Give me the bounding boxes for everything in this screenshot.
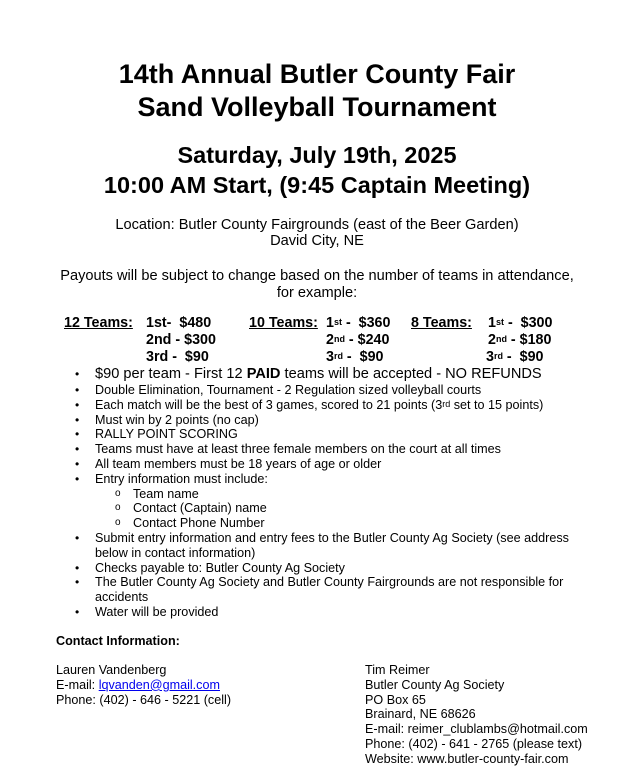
title-line-1: 14th Annual Butler County Fair xyxy=(118,59,516,89)
payout-row xyxy=(326,332,389,349)
list-item xyxy=(75,383,615,398)
amount: - $180 xyxy=(506,332,552,348)
city-line: David City, NE xyxy=(270,233,364,249)
text: The Butler County Ag Society and Butler County Fairgrounds are not responsible for accidents xyxy=(95,575,564,605)
text: Contact (Captain) name xyxy=(133,501,267,516)
text: All team members must be 18 years of age or older xyxy=(95,456,382,471)
payout-row xyxy=(326,315,390,332)
payouts-intro-line-1: Payouts will be subject to change based on the number of teams in attendance, xyxy=(60,268,574,284)
rank-suffix: nd xyxy=(333,334,345,344)
rank: 2 xyxy=(488,332,496,348)
list-item xyxy=(75,561,615,576)
rank: 2 xyxy=(326,332,334,348)
rank: 2nd xyxy=(146,332,172,348)
contact-email: E-mail: reimer_clublambs@hotmail.com xyxy=(365,722,588,737)
list-item xyxy=(75,413,615,428)
payout-label-10-teams: 10 Teams: xyxy=(249,315,318,331)
list-item xyxy=(75,605,615,620)
rank: 3 xyxy=(326,349,334,365)
contact-website: Website: www.butler-county-fair.com xyxy=(365,751,569,766)
amount: - $480 xyxy=(166,315,212,331)
text: Submit entry information and entry fees to the Butler County Ag Society (see address below in contact information) xyxy=(95,530,569,560)
contact-phone: Phone: (402) - 641 - 2765 (please text) xyxy=(365,736,583,751)
text: $90 per team - First 12 xyxy=(95,366,247,382)
contact-left xyxy=(56,663,231,707)
payout-row xyxy=(146,332,216,349)
contact-po-box: PO Box 65 xyxy=(365,692,426,707)
text: Each match will be the best of 3 games, scored to 21 points (3 xyxy=(95,397,443,412)
location-line: Location: Butler County Fairgrounds (east of the Beer Garden) xyxy=(115,217,519,233)
list-item xyxy=(75,398,615,413)
text: Contact Phone Number xyxy=(133,516,265,531)
rank-suffix: rd xyxy=(333,351,343,361)
payout-row xyxy=(488,315,552,332)
list-item xyxy=(75,457,615,472)
list-item xyxy=(75,472,615,487)
bullet-icon: • xyxy=(75,604,80,619)
amount: - $300 xyxy=(171,332,216,348)
sub-list-item xyxy=(75,487,615,502)
bullet-icon: • xyxy=(75,397,80,412)
text: teams will be accepted - NO REFUNDS xyxy=(280,366,542,382)
payouts-intro-line-2: for example: xyxy=(276,285,358,301)
rank-suffix: st xyxy=(333,317,342,327)
contact-org: Butler County Ag Society xyxy=(365,677,505,692)
text: Entry information must include: xyxy=(95,471,268,486)
bullet-icon: • xyxy=(75,530,80,545)
bullet-icon: • xyxy=(75,412,80,427)
email-label: E-mail: xyxy=(56,677,99,692)
text: Teams must have at least three female members on the court at all times xyxy=(95,442,501,457)
paid-emphasis: PAID xyxy=(246,366,281,382)
text: set to 15 points) xyxy=(450,397,544,412)
rank: 1st xyxy=(146,315,167,331)
payout-label-8-teams: 8 Teams: xyxy=(411,315,472,331)
contact-city: Brainard, NE 68626 xyxy=(365,707,476,722)
bullet-icon: • xyxy=(75,367,80,381)
text: Water will be provided xyxy=(95,604,219,619)
list-item xyxy=(75,531,595,561)
payout-row xyxy=(486,349,543,366)
payout-label-12-teams: 12 Teams: xyxy=(64,315,133,331)
text: Checks payable to: Butler County Ag Society xyxy=(95,560,345,575)
amount: - $90 xyxy=(502,349,544,365)
circle-bullet-icon: o xyxy=(115,502,121,514)
circle-bullet-icon: o xyxy=(115,517,121,529)
rank-suffix: st xyxy=(495,317,504,327)
amount: - $240 xyxy=(344,332,390,348)
text: RALLY POINT SCORING xyxy=(95,427,238,442)
rank: 3rd xyxy=(146,349,169,365)
rank: 1 xyxy=(488,315,496,331)
bullet-icon: • xyxy=(75,575,80,590)
payout-row xyxy=(488,332,551,349)
list-item xyxy=(75,427,615,442)
rank: 1 xyxy=(326,315,334,331)
sub-list-item xyxy=(75,516,615,531)
amount: - $360 xyxy=(341,315,391,331)
contact-name: Tim Reimer xyxy=(365,663,430,677)
circle-bullet-icon: o xyxy=(115,487,121,499)
contact-name: Lauren Vandenberg xyxy=(56,663,167,677)
list-item xyxy=(75,575,595,605)
amount: - $90 xyxy=(168,349,209,365)
contact-email-line xyxy=(56,678,231,693)
list-item xyxy=(75,366,615,383)
contact-heading: Contact Information: xyxy=(56,634,180,648)
start-time-line: 10:00 AM Start, (9:45 Captain Meeting) xyxy=(103,172,531,198)
amount: - $90 xyxy=(342,349,384,365)
amount: - $300 xyxy=(503,315,553,331)
sub-list-item xyxy=(75,501,615,516)
payout-row xyxy=(146,315,211,332)
bullet-icon: • xyxy=(75,456,80,471)
bullet-icon: • xyxy=(75,427,80,442)
text: Must win by 2 points (no cap) xyxy=(95,412,259,427)
text: Double Elimination, Tournament - 2 Regulation sized volleyball courts xyxy=(95,383,482,397)
contact-phone: Phone: (402) - 646 - 5221 (cell) xyxy=(56,692,232,707)
bullet-icon: • xyxy=(75,471,80,486)
text: Team name xyxy=(133,486,199,501)
rank: 3 xyxy=(486,349,494,365)
rules-list xyxy=(75,366,615,620)
rank-suffix: nd xyxy=(495,334,507,344)
payout-row xyxy=(146,349,209,366)
list-item xyxy=(75,442,615,457)
rank-suffix: rd xyxy=(493,351,503,361)
bullet-icon: • xyxy=(75,560,80,575)
bullet-icon: • xyxy=(75,383,80,397)
payout-row xyxy=(326,349,383,366)
date-line: Saturday, July 19th, 2025 xyxy=(177,142,457,168)
email-link[interactable]: lqvanden@gmail.com xyxy=(98,677,220,692)
contact-right xyxy=(365,663,588,767)
bullet-icon: • xyxy=(75,442,80,457)
title-line-2: Sand Volleyball Tournament xyxy=(137,92,497,122)
rank-suffix: rd xyxy=(442,398,451,409)
